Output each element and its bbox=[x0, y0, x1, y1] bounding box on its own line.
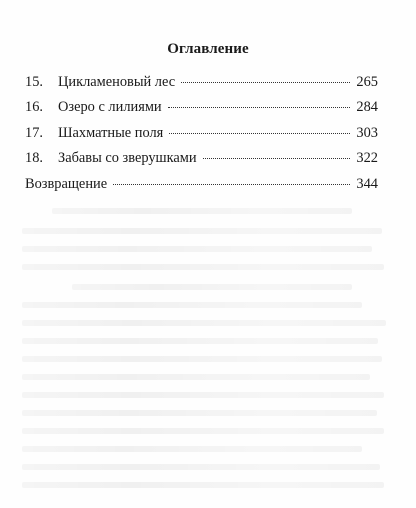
dot-leader bbox=[113, 184, 350, 185]
toc-entry-page: 344 bbox=[356, 175, 378, 192]
toc-entry-title: Озеро с лилиями bbox=[58, 99, 162, 116]
reverse-page-bleed-through bbox=[22, 200, 394, 500]
toc-entry[interactable] bbox=[25, 150, 378, 175]
toc-entry-page: 284 bbox=[356, 99, 378, 116]
dot-leader bbox=[203, 158, 351, 159]
toc-entry[interactable] bbox=[25, 74, 378, 99]
toc-entry-number: 17. bbox=[25, 124, 43, 141]
toc-entry-page: 303 bbox=[356, 124, 378, 141]
toc-entry-number: 15. bbox=[25, 74, 43, 90]
toc-entry-title: Забавы со зверушками bbox=[58, 150, 197, 167]
dot-leader bbox=[169, 133, 350, 134]
toc-entry-title: Возвращение bbox=[25, 175, 108, 192]
dot-leader bbox=[168, 107, 351, 108]
toc-entry[interactable] bbox=[25, 99, 378, 124]
toc-entry-page: 265 bbox=[356, 74, 378, 90]
toc-heading: Оглавление bbox=[167, 41, 249, 57]
toc-entry-title: Цикламеновый лес bbox=[58, 74, 176, 90]
toc-entry-number: 16. bbox=[25, 99, 43, 116]
toc-entry-title: Шахматные поля bbox=[58, 124, 164, 141]
dot-leader bbox=[181, 82, 350, 83]
table-of-contents bbox=[25, 74, 378, 201]
toc-entry-number: 18. bbox=[25, 150, 43, 167]
toc-entry[interactable] bbox=[25, 176, 378, 201]
toc-entry[interactable] bbox=[25, 125, 378, 150]
toc-entry-page: 322 bbox=[356, 150, 378, 167]
